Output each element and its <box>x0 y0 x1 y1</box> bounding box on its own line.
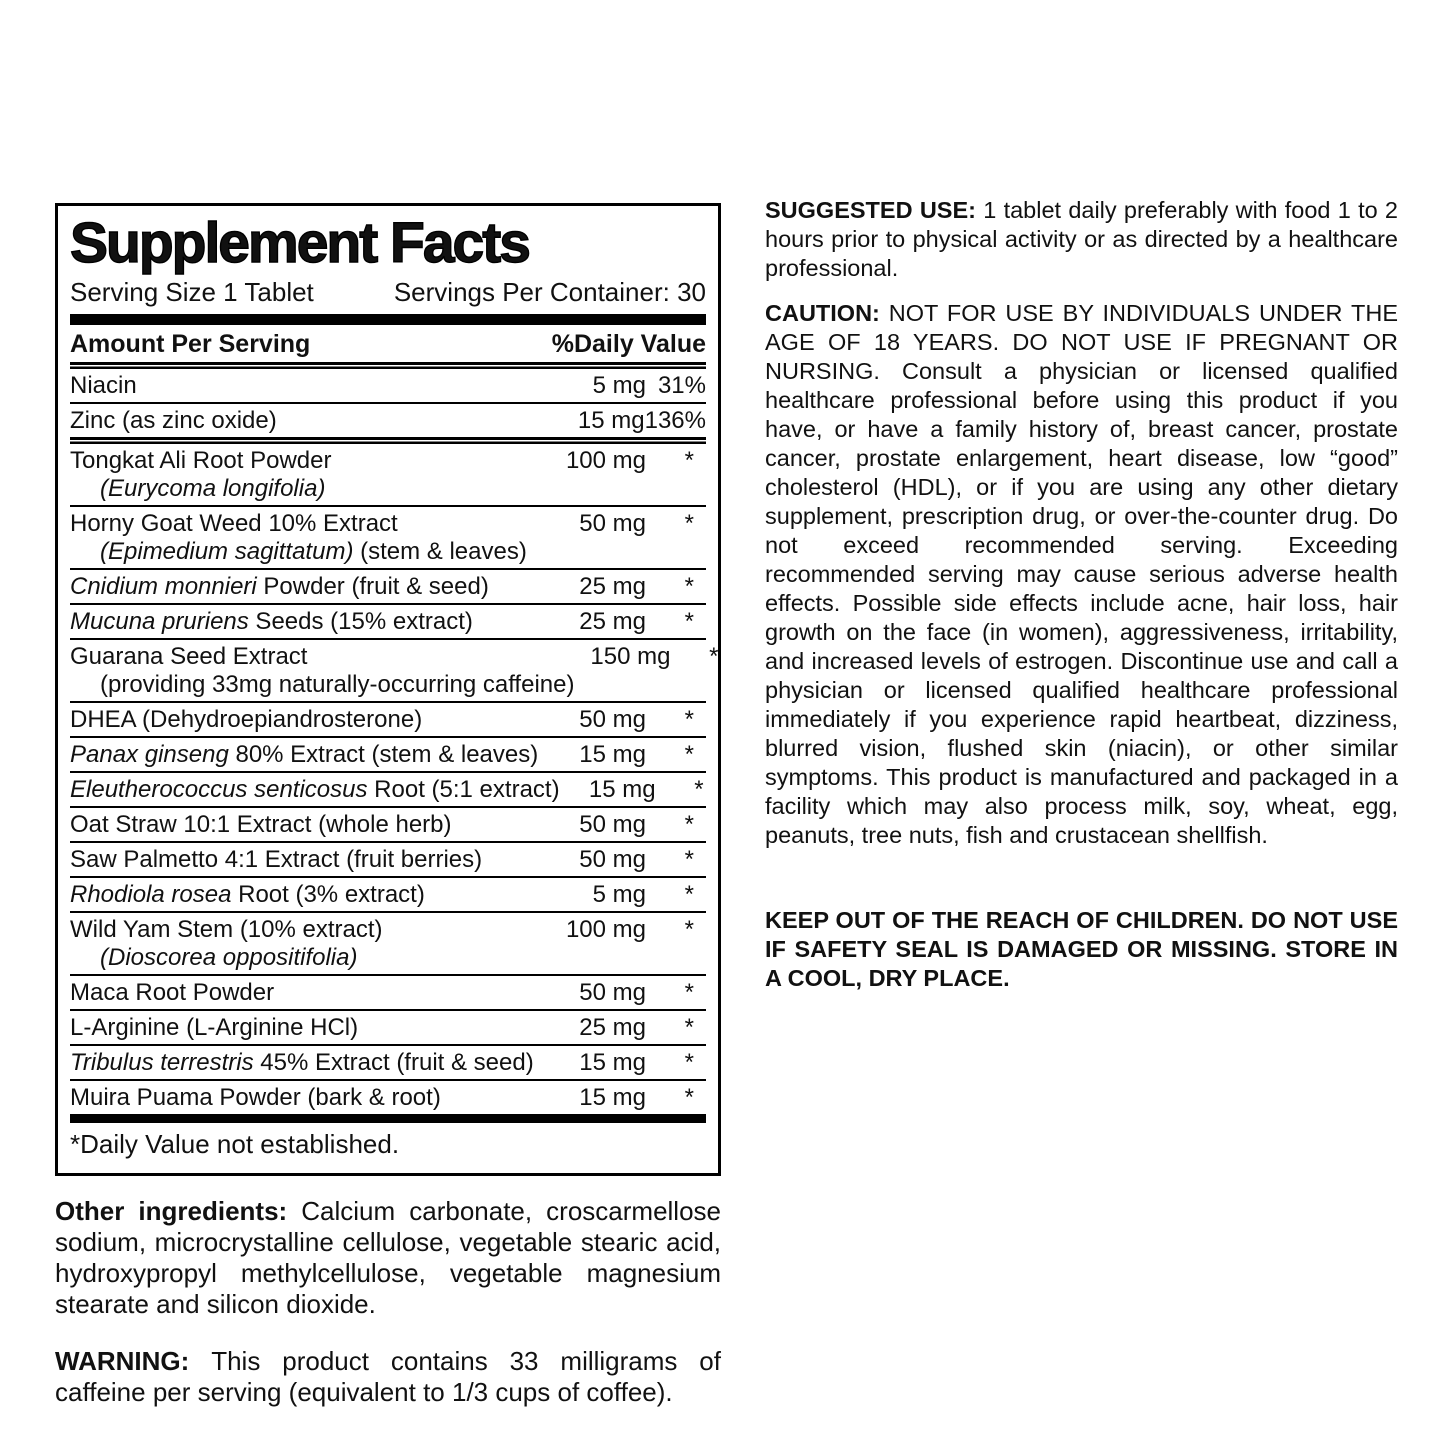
ingredient-name-line1 <box>70 643 574 671</box>
facts-rows <box>70 369 719 1114</box>
ingredient-daily-value: * <box>684 979 694 1007</box>
ingredient-name-line1 <box>70 916 550 944</box>
ingredient-text: 45% Extract (fruit & seed) <box>253 1049 534 1077</box>
caution-paragraph: CAUTION: NOT FOR USE BY INDIVIDUALS UNDER THE AGE OF 18 YEARS. DO NOT USE IF PREGNANT OR NURSING. Consult a physician or licensed qualified healthcare professional before using this product if you have, or have a family history of, breast cancer, prostate cancer, prostate enlargement, heart disease, low “good” cholesterol (HDL), or if you are using any other dietary supplement, prescription drug, or over-the-counter drug. Do not exceed recommended serving. Exceeding recommended serving may cause serious adverse health effects. Possible side effects include acne, hair loss, hair growth on the face (in women), aggressiveness, irritability, and increased levels of estrogen. Discontinue use and call a physician or licensed qualified healthcare professional immediately if you experience rapid heartbeat, dizziness, blurred vision, flushed skin (niacin), or other similar symptoms. This product is manufactured and packaged in a facility which may also process milk, soy, wheat, egg, peanuts, tree nuts, fish and crustacean shellfish. <box>765 300 1399 848</box>
fact-row <box>70 808 706 843</box>
left-column <box>55 203 721 1434</box>
ingredient-text: Powder (fruit & seed) <box>256 573 489 601</box>
thick-divider <box>70 314 706 325</box>
ingredient-name-line1 <box>70 372 550 400</box>
ingredient-text: (stem & leaves) <box>353 538 527 566</box>
ingredient-amount: 15 mg <box>579 1049 646 1077</box>
ingredient-text: ) <box>317 475 326 503</box>
ingredient-text: Eleutherococcus senticosus <box>70 776 368 804</box>
fact-row <box>70 738 706 773</box>
facts-header <box>70 325 706 362</box>
ingredient-text: Mucuna pruriens <box>70 608 249 636</box>
fact-row <box>70 1046 706 1081</box>
keep-out-paragraph: KEEP OUT OF THE REACH OF CHILDREN. DO NOT USE IF SAFETY SEAL IS DAMAGED OR MISSING. STORE IN A COOL, DRY PLACE. <box>765 907 1398 991</box>
ingredient-name-line1 <box>70 608 550 636</box>
fact-row <box>70 878 706 913</box>
fact-row <box>70 976 706 1011</box>
warning-paragraph: WARNING: This product contains 33 milligrams of caffeine per serving (equivalent to 1/3 cups of coffee). <box>55 1345 721 1407</box>
ingredient-text: Tribulus terrestris <box>70 1049 254 1077</box>
fact-row <box>70 369 706 404</box>
ingredient-text: Rhodiola rosea <box>70 881 232 909</box>
paragraph-lead: CAUTION: <box>765 300 889 326</box>
ingredient-name <box>70 979 550 1007</box>
ingredient-text: ( <box>100 475 108 503</box>
ingredient-text: Oat Straw 10:1 Extract (whole herb) <box>70 811 452 839</box>
ingredient-daily-value: 136% <box>644 407 706 435</box>
ingredient-amount: 50 mg <box>579 846 646 874</box>
ingredient-text: Zinc (as zinc oxide) <box>70 407 277 435</box>
paragraph-lead: WARNING: <box>55 1345 212 1376</box>
ingredient-text: Tongkat Ali Root Powder <box>70 447 332 475</box>
fact-row <box>70 773 706 808</box>
ingredient-name <box>70 916 550 972</box>
ingredient-text: Root (3% extract) <box>231 881 425 909</box>
panel-title: Supplement Facts <box>70 211 529 275</box>
ingredient-name <box>70 776 560 804</box>
fact-row <box>70 404 706 437</box>
ingredient-text: L-Arginine (L-Arginine HCl) <box>70 1014 359 1042</box>
suggested-use-paragraph: SUGGESTED USE: 1 tablet daily preferably with food 1 to 2 hours prior to physical activity or as directed by a healthcare professional. <box>765 197 1398 281</box>
ingredient-daily-value: * <box>684 447 694 475</box>
fact-row <box>70 703 706 738</box>
ingredient-daily-value: * <box>684 741 694 769</box>
ingredient-amount: 50 mg <box>579 706 646 734</box>
fact-row <box>70 507 706 570</box>
ingredient-text: ( <box>100 944 108 972</box>
amount-per-serving-label: Amount Per Serving <box>70 330 311 359</box>
ingredient-name-line1 <box>70 979 550 1007</box>
ingredient-name-line2 <box>70 475 550 503</box>
ingredient-name <box>70 846 550 874</box>
ingredient-text: Cnidium monnieri <box>70 573 257 601</box>
fact-row <box>70 1081 706 1114</box>
supplement-facts-panel <box>55 203 721 1176</box>
fact-row <box>70 570 706 605</box>
right-column <box>765 196 1398 1009</box>
ingredient-name-line1 <box>70 1084 550 1112</box>
ingredient-name <box>70 741 550 769</box>
ingredient-amount: 15 mg <box>577 407 645 435</box>
ingredient-amount: 25 mg <box>579 573 646 601</box>
daily-value-label: %Daily Value <box>551 330 706 359</box>
serving-size: Serving Size 1 Tablet <box>70 276 314 307</box>
ingredient-name-line2 <box>70 944 550 972</box>
ingredient-text: Root (5:1 extract) <box>367 776 560 804</box>
daily-value-footnote: *Daily Value not established. <box>70 1129 400 1160</box>
ingredient-daily-value: * <box>684 573 694 601</box>
fact-row <box>70 1011 706 1046</box>
ingredient-text: 80% Extract (stem & leaves) <box>228 741 539 769</box>
ingredient-name <box>70 643 574 699</box>
double-rule-divider <box>70 437 706 444</box>
fact-row <box>70 913 706 976</box>
ingredient-daily-value: * <box>684 706 694 734</box>
ingredient-name <box>70 573 550 601</box>
paragraph-lead: SUGGESTED USE: <box>765 197 984 223</box>
ingredient-text: Saw Palmetto 4:1 Extract (fruit berries) <box>70 846 483 874</box>
fact-row <box>70 640 719 703</box>
ingredient-name-line1 <box>70 1014 550 1042</box>
ingredient-name-line1 <box>70 1049 550 1077</box>
ingredient-name-line1 <box>70 706 550 734</box>
ingredient-daily-value: 31% <box>657 372 706 400</box>
ingredient-name <box>70 881 550 909</box>
ingredient-amount: 15 mg <box>579 1084 646 1112</box>
ingredient-amount: 5 mg <box>592 881 646 909</box>
ingredient-text: (providing 33mg naturally-occurring caffeine) <box>100 671 575 699</box>
other-ingredients-paragraph: Other ingredients: Calcium carbonate, croscarmellose sodium, microcrystalline cellulose, vegetable stearic acid, hydroxypropyl methylcellulose, vegetable magnesium stearate and silicon dioxide. <box>55 1195 721 1319</box>
ingredient-text: Seeds (15% extract) <box>248 608 473 636</box>
ingredient-name-line1 <box>70 776 560 804</box>
fact-row <box>70 843 706 878</box>
ingredient-text: Eurycoma longifolia <box>108 475 318 503</box>
ingredient-daily-value: * <box>684 1049 694 1077</box>
ingredient-name-line1 <box>70 573 550 601</box>
serving-line <box>70 274 706 315</box>
ingredient-amount: 50 mg <box>579 811 646 839</box>
ingredient-daily-value: * <box>684 510 694 538</box>
ingredient-text: Guarana Seed Extract <box>70 643 308 671</box>
ingredient-name <box>70 706 550 734</box>
ingredient-text: Horny Goat Weed 10% Extract <box>70 510 398 538</box>
ingredient-name <box>70 608 550 636</box>
servings-per-container: Servings Per Container: 30 <box>393 276 706 307</box>
ingredient-name <box>70 510 550 566</box>
ingredient-text: Muira Puama Powder (bark & root) <box>70 1084 441 1112</box>
ingredient-name-line2 <box>70 538 550 566</box>
ingredient-text: ) <box>345 538 354 566</box>
ingredient-name <box>70 1049 550 1077</box>
ingredient-amount: 25 mg <box>579 608 646 636</box>
ingredient-name-line1 <box>70 447 550 475</box>
ingredient-text: Maca Root Powder <box>70 979 275 1007</box>
ingredient-amount: 15 mg <box>579 741 646 769</box>
left-paragraphs <box>55 1196 721 1408</box>
ingredient-amount: 50 mg <box>579 979 646 1007</box>
ingredient-name-line1 <box>70 407 549 435</box>
ingredient-text: Niacin <box>70 372 137 400</box>
ingredient-text: Epimedium sagittatum <box>108 538 346 566</box>
ingredient-text: Dioscorea oppositifolia <box>108 944 350 972</box>
ingredient-daily-value: * <box>684 846 694 874</box>
ingredient-amount: 150 mg <box>590 643 671 671</box>
ingredient-name <box>70 372 550 400</box>
ingredient-daily-value: * <box>684 916 694 944</box>
ingredient-name <box>70 811 550 839</box>
ingredient-text: Panax ginseng <box>70 741 229 769</box>
ingredient-daily-value: * <box>694 776 704 804</box>
ingredient-text: Wild Yam Stem (10% extract) <box>70 916 383 944</box>
ingredient-daily-value: * <box>684 608 694 636</box>
ingredient-name-line1 <box>70 811 550 839</box>
ingredient-name <box>70 1014 550 1042</box>
ingredient-amount: 5 mg <box>592 372 646 400</box>
ingredient-name <box>70 447 550 503</box>
ingredient-text: ( <box>100 538 108 566</box>
ingredient-name-line1 <box>70 846 550 874</box>
ingredient-name-line1 <box>70 881 550 909</box>
ingredient-amount: 25 mg <box>579 1014 646 1042</box>
fact-row <box>70 605 706 640</box>
ingredient-name-line1 <box>70 741 550 769</box>
ingredient-daily-value: * <box>684 811 694 839</box>
thick-divider-bottom <box>70 1114 706 1123</box>
ingredient-text: DHEA (Dehydroepiandrosterone) <box>70 706 423 734</box>
ingredient-name <box>70 407 549 435</box>
ingredient-amount: 50 mg <box>579 510 646 538</box>
ingredient-text: ) <box>349 944 358 972</box>
fact-row <box>70 444 706 507</box>
ingredient-daily-value: * <box>684 1014 694 1042</box>
ingredient-amount: 100 mg <box>565 916 646 944</box>
ingredient-daily-value: * <box>709 643 719 671</box>
ingredient-amount: 15 mg <box>588 776 656 804</box>
ingredient-amount: 100 mg <box>565 447 646 475</box>
ingredient-name-line1 <box>70 510 550 538</box>
ingredient-daily-value: * <box>684 881 694 909</box>
ingredient-daily-value: * <box>684 1084 694 1112</box>
ingredient-name <box>70 1084 550 1112</box>
ingredient-name-line2 <box>70 671 574 699</box>
double-rule-divider <box>70 362 706 369</box>
paragraph-lead: Other ingredients: <box>55 1195 302 1226</box>
